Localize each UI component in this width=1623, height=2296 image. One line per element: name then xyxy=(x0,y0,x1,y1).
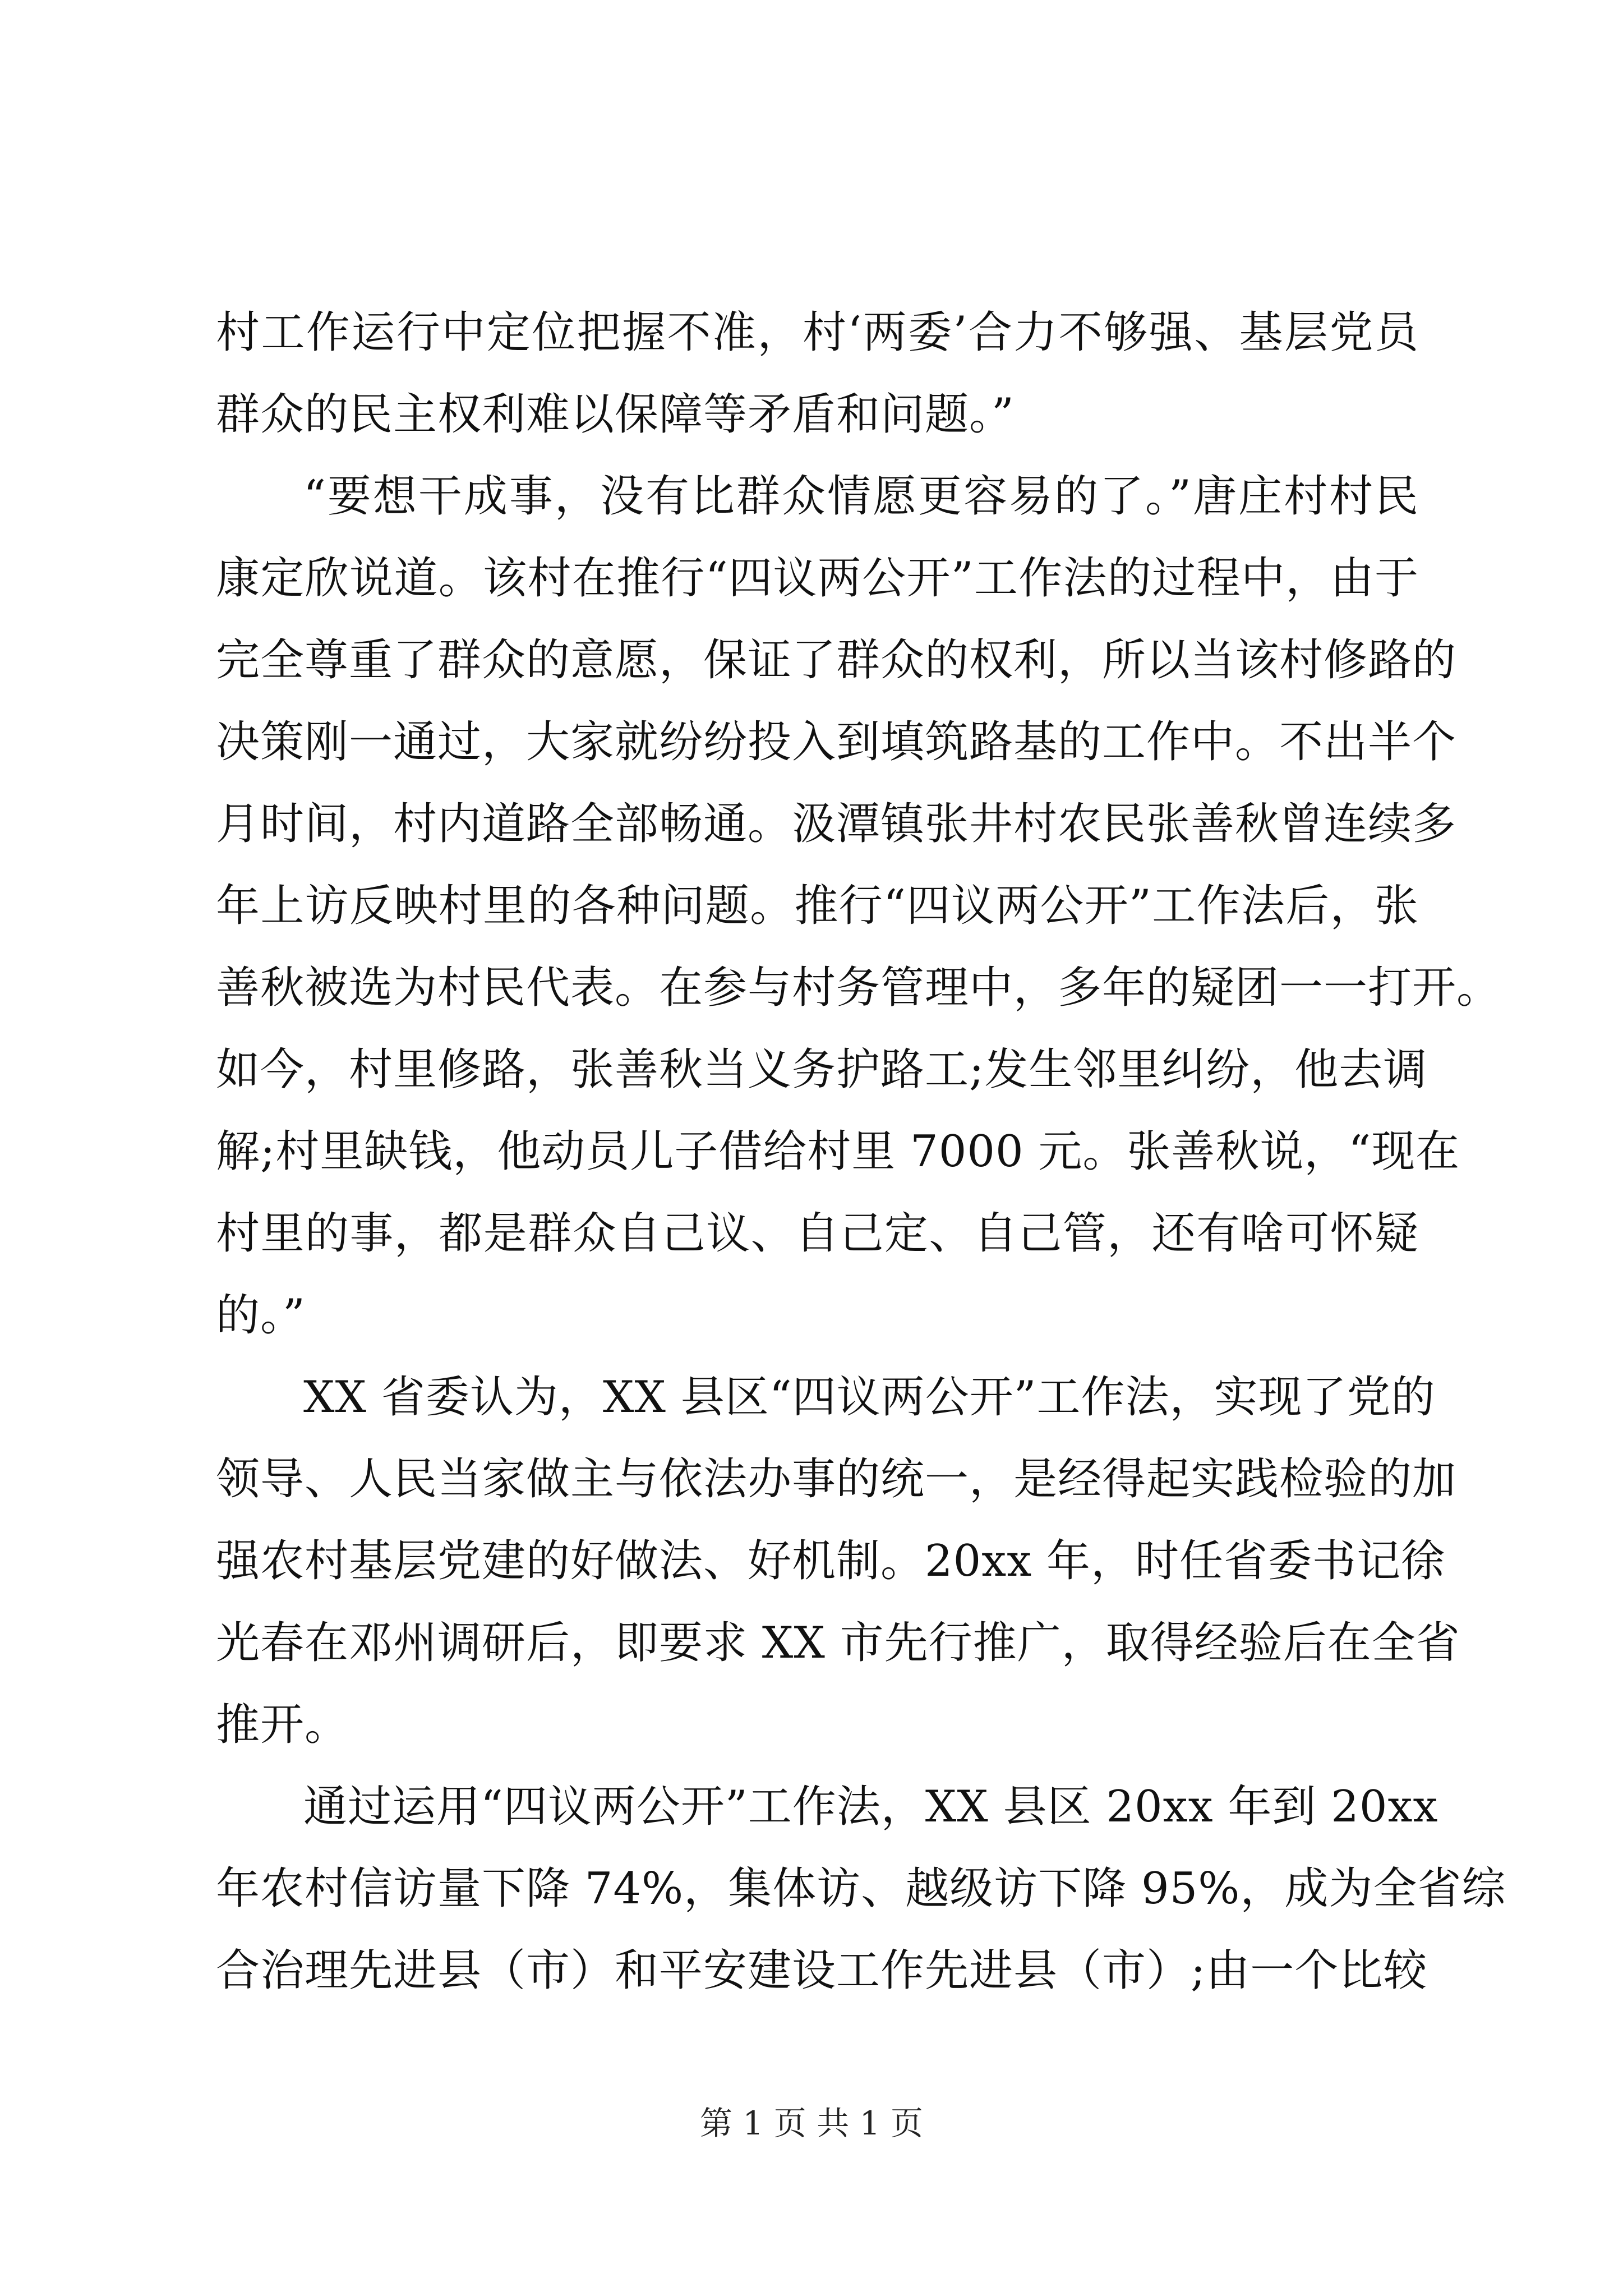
text-line: 通过运用“四议两公开”工作法，XX 县区 20xx 年到 20xx xyxy=(303,1782,1438,1832)
text-line: 推开。 xyxy=(216,1700,349,1750)
text-line: 月时间，村内道路全部畅通。汲潭镇张井村农民张善秋曾连续多 xyxy=(216,799,1457,849)
text-line: 合治理先进县（市）和平安建设工作先进县（市）;由一个比较 xyxy=(216,1945,1428,1996)
text-line: 年农村信访量下降 74%，集体访、越级访下降 95%，成为全省综 xyxy=(216,1864,1506,1914)
text-line: 村工作运行中定位把握不准，村‘两委’合力不够强、基层党员 xyxy=(216,307,1419,358)
text-line: “要想干成事，没有比群众情愿更容易的了。”唐庄村村民 xyxy=(303,471,1419,522)
document-body xyxy=(216,292,1506,2012)
text-line: 年上访反映村里的各种问题。推行“四议两公开”工作法后，张 xyxy=(216,881,1419,931)
text-line: 解;村里缺钱，他动员儿子借给村里 7000 元。张善秋说，“现在 xyxy=(216,1126,1460,1177)
text-line: 村里的事，都是群众自己议、自己定、自己管，还有啥可怀疑 xyxy=(216,1208,1419,1259)
text-line: 善秋被选为村民代表。在参与村务管理中，多年的疑团一一打开。 xyxy=(216,963,1501,1013)
text-line: 群众的民主权利难以保障等矛盾和问题。” xyxy=(216,389,1015,440)
text-line: 强农村基层党建的好做法、好机制。20xx 年，时任省委书记徐 xyxy=(216,1536,1446,1586)
text-line: 完全尊重了群众的意愿，保证了群众的权利，所以当该村修路的 xyxy=(216,635,1457,685)
text-line: XX 省委认为，XX 县区“四议两公开”工作法，实现了党的 xyxy=(303,1372,1436,1423)
text-line: 光春在邓州调研后，即要求 XX 市先行推广，取得经验后在全省 xyxy=(216,1618,1460,1668)
text-line: 的。” xyxy=(216,1290,306,1341)
page-number-label: 第 1 页 共 1 页 xyxy=(700,2104,923,2142)
text-line: 决策刚一通过，大家就纷纷投入到填筑路基的工作中。不出半个 xyxy=(216,717,1457,767)
page-footer xyxy=(0,2101,1623,2146)
text-line: 领导、人民当家做主与依法办事的统一，是经得起实践检验的加 xyxy=(216,1454,1457,1504)
text-line: 康定欣说道。该村在推行“四议两公开”工作法的过程中，由于 xyxy=(216,553,1419,604)
text-line: 如今，村里修路，张善秋当义务护路工;发生邻里纠纷，他去调 xyxy=(216,1045,1428,1095)
